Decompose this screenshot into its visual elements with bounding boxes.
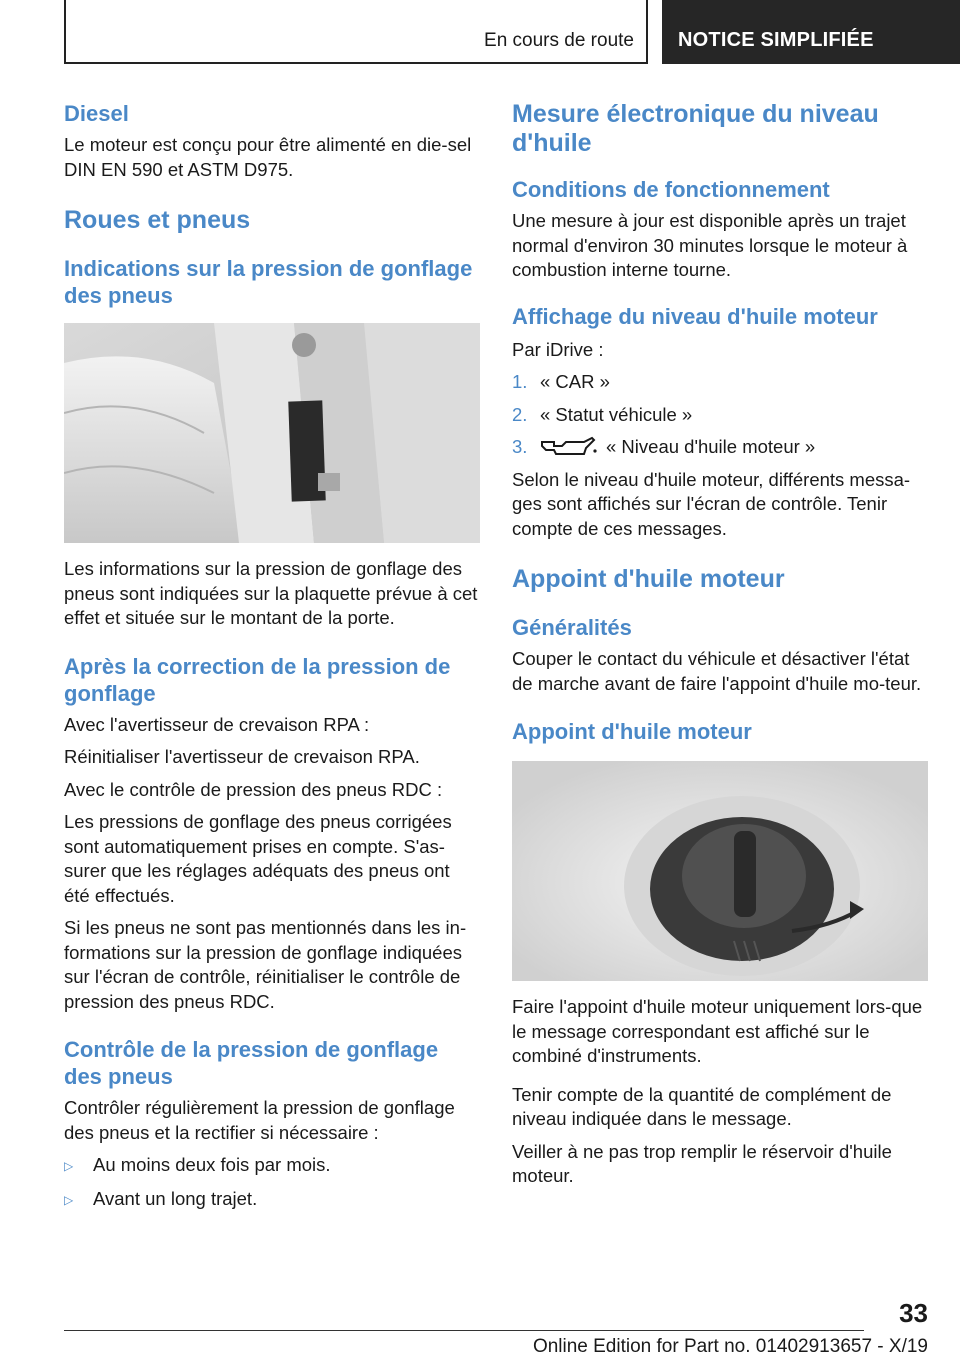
generalites-heading: Généralités (512, 615, 632, 640)
step-text: « Niveau d'huile moteur » (606, 436, 816, 457)
oil-can-icon (540, 436, 598, 458)
apres-heading: Après la correction de la pression de gonflage (64, 653, 451, 706)
list-item (512, 370, 928, 395)
rpa-intro: Avec l'avertisseur de crevaison RPA : (64, 713, 370, 735)
par-idrive-text: Par iDrive : (512, 338, 604, 360)
list-item (512, 403, 928, 428)
mesure-heading: Mesure électronique du niveau d'huile (512, 100, 879, 157)
footer-divider (64, 1330, 864, 1331)
faire-text: Faire l'appoint d'huile moteur uniquement lors-que le message correspondant est affiché sur le combiné d'instruments. (512, 996, 923, 1066)
controle-heading: Contrôle de la pression de gonflage des pneus (64, 1037, 439, 1089)
diesel-text: Le moteur est conçu pour être alimenté en die-sel DIN EN 590 et ASTM D975. (64, 134, 472, 180)
conditions-text: Une mesure à jour est disponible après un trajet normal d'environ 30 minutes lorsque le moteur à combustion interne tourne. (512, 210, 908, 280)
step-text: « Statut véhicule » (540, 403, 693, 425)
tenir-text: Tenir compte de la quantité de complément de niveau indiquée dans le message. (512, 1083, 892, 1129)
triangle-right-icon: ▷ (64, 1192, 74, 1207)
roues-heading: Roues et pneus (64, 206, 251, 234)
rpa-text: Réinitialiser l'avertisseur de crevaison RPA. (64, 746, 420, 767)
indications-heading: Indications sur la pression de gonflage des pneus (64, 256, 473, 308)
oil-filler-cap-image (512, 761, 928, 981)
diesel-heading: Diesel (64, 101, 129, 126)
selon-text: Selon le niveau d'huile moteur, différents messa-ges sont affichés sur l'écran de contrôle. Tenir compte de ces messages. (512, 468, 911, 539)
conditions-heading: Conditions de fonctionnement (512, 177, 830, 202)
rdc-text: Les pressions de gonflage des pneus corrigées sont automatiquement prises en compte. S'as-surer que les réglages adéquats des pneus ont été effectués. (64, 811, 452, 906)
appoint-sub-heading: Appoint d'huile moteur (512, 719, 752, 744)
rdc-intro: Avec le contrôle de pression des pneus RDC : (64, 778, 443, 800)
rdc-text-2: Si les pneus ne sont pas mentionnés dans les in-formations sur la pression de gonflage indiquées sur l'écran de contrôle, réinitialiser le contrôle de pression des pneus RDC. (64, 917, 467, 1012)
list-item (512, 435, 928, 460)
running-header (64, 0, 648, 64)
list-item (64, 1187, 480, 1213)
step-text: « CAR » (540, 371, 610, 392)
header-tab-label: NOTICE SIMPLIFIÉE (678, 29, 874, 51)
right-column (512, 100, 928, 1189)
veiller-text: Veiller à ne pas trop remplir le réservoir d'huile moteur. (512, 1140, 892, 1186)
triangle-right-icon: ▷ (64, 1159, 74, 1173)
list-item (64, 1153, 480, 1179)
list-item-text: Au moins deux fois par mois. (93, 1154, 331, 1175)
footer-edition: Online Edition for Part no. 01402913657 - X/19 (532, 1336, 928, 1357)
door-pillar-image (64, 323, 480, 543)
generalites-text: Couper le contact du véhicule et désactiver l'état de marche avant de faire l'appoint d'huile mo-teur. (512, 648, 922, 694)
affichage-heading: Affichage du niveau d'huile moteur (512, 303, 878, 329)
header-section-title: En cours de route (484, 30, 634, 51)
header-tab (662, 0, 960, 64)
left-column (64, 100, 480, 1212)
indications-text: Les informations sur la pression de gonflage des pneus sont indiquées sur la plaquette prévue à cet effet et située sur le montant de la porte. (64, 558, 478, 628)
step-number: 1. (512, 371, 528, 392)
appoint-heading: Appoint d'huile moteur (512, 565, 785, 593)
step-number: 2. (512, 403, 528, 425)
page-number: 33 (899, 1298, 928, 1328)
controle-text: Contrôler régulièrement la pression de gonflage des pneus et la rectifier si nécessaire : (64, 1097, 455, 1143)
step-number: 3. (512, 436, 528, 457)
list-item-text: Avant un long trajet. (93, 1187, 258, 1209)
